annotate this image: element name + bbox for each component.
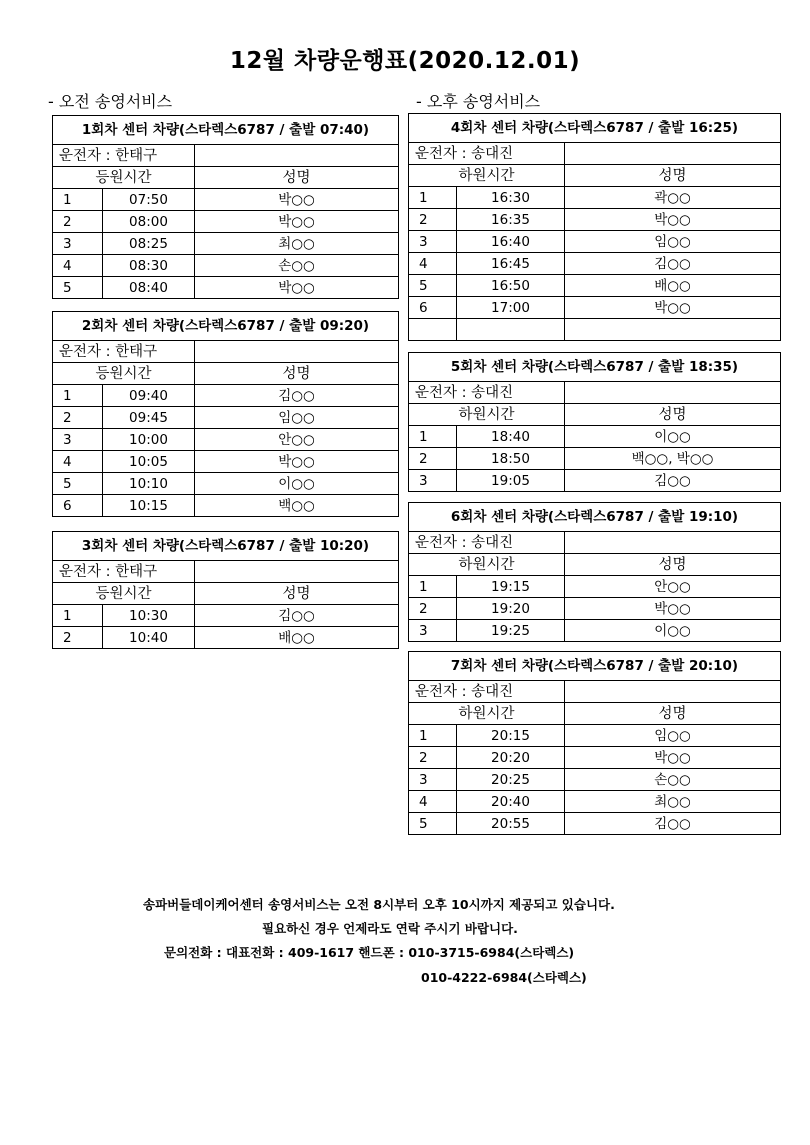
- column-header-row: [53, 363, 399, 385]
- table-row: [409, 747, 781, 769]
- row-number: 3: [409, 769, 457, 791]
- driver-blank-cell: [195, 145, 399, 167]
- row-time: 10:30: [103, 605, 195, 627]
- row-time: 20:40: [457, 791, 565, 813]
- row-number: 2: [409, 209, 457, 231]
- time-column-header: 등원시간: [53, 363, 195, 385]
- table-row: [53, 495, 399, 517]
- row-time: 10:40: [103, 627, 195, 649]
- row-time: 19:05: [457, 470, 565, 492]
- row-time: 16:40: [457, 231, 565, 253]
- row-number: 5: [409, 813, 457, 835]
- row-time: 09:45: [103, 407, 195, 429]
- row-time: 20:25: [457, 769, 565, 791]
- name-column-header: 성명: [565, 404, 781, 426]
- row-name: 임○○: [565, 231, 781, 253]
- driver-row: [409, 382, 781, 404]
- row-name: 최○○: [195, 233, 399, 255]
- row-name: 안○○: [195, 429, 399, 451]
- time-column-header: 등원시간: [53, 583, 195, 605]
- name-column-header: 성명: [195, 363, 399, 385]
- trip-header-row: [409, 503, 781, 532]
- row-number: 2: [53, 627, 103, 649]
- morning-trip-table-2: [52, 311, 399, 517]
- row-name: 김○○: [565, 253, 781, 275]
- morning-trip-table-1: [52, 115, 399, 299]
- row-name: 백○○, 박○○: [565, 448, 781, 470]
- row-name: 이○○: [565, 426, 781, 448]
- row-number: 1: [409, 725, 457, 747]
- row-time: 08:25: [103, 233, 195, 255]
- row-number: 1: [409, 426, 457, 448]
- table-row: [53, 233, 399, 255]
- row-time: 16:50: [457, 275, 565, 297]
- row-number: 3: [53, 233, 103, 255]
- driver-blank-cell: [195, 341, 399, 363]
- table-row: [409, 813, 781, 835]
- driver-row: [409, 681, 781, 703]
- row-name: 최○○: [565, 791, 781, 813]
- afternoon-trip-table-2: [408, 352, 781, 492]
- table-row: [409, 769, 781, 791]
- driver-name: 운전자 : 한태구: [53, 145, 195, 167]
- table-row: [53, 211, 399, 233]
- row-number: 3: [409, 231, 457, 253]
- row-number: 1: [409, 187, 457, 209]
- table-row: [53, 627, 399, 649]
- row-number: 3: [53, 429, 103, 451]
- row-name: 배○○: [195, 627, 399, 649]
- column-header-row: [409, 554, 781, 576]
- row-name: 곽○○: [565, 187, 781, 209]
- table-row: [409, 620, 781, 642]
- row-name: 박○○: [195, 277, 399, 299]
- row-name: 임○○: [195, 407, 399, 429]
- driver-name: 운전자 : 송대진: [409, 143, 565, 165]
- time-column-header: 하원시간: [409, 703, 565, 725]
- column-header-row: [409, 703, 781, 725]
- row-name: 손○○: [565, 769, 781, 791]
- row-name: 박○○: [565, 209, 781, 231]
- table-row: [53, 605, 399, 627]
- table-row: [409, 791, 781, 813]
- row-time: 20:20: [457, 747, 565, 769]
- table-row: [409, 253, 781, 275]
- driver-blank-cell: [565, 681, 781, 703]
- row-number: [409, 319, 457, 341]
- driver-name: 운전자 : 송대진: [409, 382, 565, 404]
- row-time: 19:15: [457, 576, 565, 598]
- table-row: [53, 473, 399, 495]
- table-row: [409, 209, 781, 231]
- row-number: 5: [53, 277, 103, 299]
- time-column-header: 하원시간: [409, 554, 565, 576]
- row-time: 18:50: [457, 448, 565, 470]
- row-name: 백○○: [195, 495, 399, 517]
- row-name: 김○○: [565, 813, 781, 835]
- time-column-header: 등원시간: [53, 167, 195, 189]
- footer-line-3: 문의전화 : 대표전화 : 409-1617 핸드폰 : 010-3715-6984(스타렉스): [164, 945, 575, 960]
- driver-name: 운전자 : 송대진: [409, 681, 565, 703]
- footer-line-2: 필요하신 경우 언제라도 연락 주시기 바랍니다.: [262, 921, 518, 936]
- trip-header: 1회차 센터 차량(스타렉스6787 / 출발 07:40): [53, 116, 399, 145]
- trip-header: 5회차 센터 차량(스타렉스6787 / 출발 18:35): [409, 353, 781, 382]
- row-number: 1: [53, 189, 103, 211]
- row-number: 6: [53, 495, 103, 517]
- row-number: 2: [409, 598, 457, 620]
- driver-row: [409, 143, 781, 165]
- driver-name: 운전자 : 송대진: [409, 532, 565, 554]
- row-number: 4: [53, 451, 103, 473]
- table-row: [409, 725, 781, 747]
- row-time: 10:15: [103, 495, 195, 517]
- afternoon-trip-table-3: [408, 502, 781, 642]
- row-name: 이○○: [565, 620, 781, 642]
- row-time: 20:55: [457, 813, 565, 835]
- trip-header: 6회차 센터 차량(스타렉스6787 / 출발 19:10): [409, 503, 781, 532]
- afternoon-trip-table-1: [408, 113, 781, 341]
- row-number: 4: [409, 791, 457, 813]
- row-name: 안○○: [565, 576, 781, 598]
- table-row: [409, 231, 781, 253]
- row-number: 1: [53, 605, 103, 627]
- table-row: [409, 319, 781, 341]
- time-column-header: 하원시간: [409, 404, 565, 426]
- row-time: 10:05: [103, 451, 195, 473]
- trip-header: 7회차 센터 차량(스타렉스6787 / 출발 20:10): [409, 652, 781, 681]
- table-row: [409, 426, 781, 448]
- driver-blank-cell: [565, 382, 781, 404]
- table-row: [409, 598, 781, 620]
- trip-header-row: [53, 312, 399, 341]
- row-number: 1: [409, 576, 457, 598]
- column-header-row: [53, 583, 399, 605]
- table-row: [53, 451, 399, 473]
- trip-header-row: [53, 532, 399, 561]
- row-number: 1: [53, 385, 103, 407]
- row-time: 07:50: [103, 189, 195, 211]
- row-number: 3: [409, 620, 457, 642]
- row-time: 16:30: [457, 187, 565, 209]
- driver-name: 운전자 : 한태구: [53, 341, 195, 363]
- table-row: [53, 407, 399, 429]
- column-header-row: [409, 165, 781, 187]
- driver-blank-cell: [565, 143, 781, 165]
- row-name: 박○○: [195, 189, 399, 211]
- driver-row: [53, 341, 399, 363]
- row-name: 박○○: [195, 211, 399, 233]
- row-time: 16:35: [457, 209, 565, 231]
- table-row: [409, 297, 781, 319]
- trip-header-row: [53, 116, 399, 145]
- time-column-header: 하원시간: [409, 165, 565, 187]
- table-row: [409, 470, 781, 492]
- row-time: 08:00: [103, 211, 195, 233]
- row-name: 박○○: [565, 747, 781, 769]
- row-number: 6: [409, 297, 457, 319]
- row-name: 배○○: [565, 275, 781, 297]
- table-row: [53, 277, 399, 299]
- afternoon-trip-table-4: [408, 651, 781, 835]
- name-column-header: 성명: [195, 583, 399, 605]
- row-time: 10:10: [103, 473, 195, 495]
- row-number: 3: [409, 470, 457, 492]
- row-number: 5: [53, 473, 103, 495]
- table-row: [53, 429, 399, 451]
- name-column-header: 성명: [565, 703, 781, 725]
- row-name: [565, 319, 781, 341]
- row-time: 20:15: [457, 725, 565, 747]
- row-time: 19:25: [457, 620, 565, 642]
- row-time: 08:40: [103, 277, 195, 299]
- column-header-row: [53, 167, 399, 189]
- page-title: 12월 차량운행표(2020.12.01): [229, 48, 581, 74]
- row-time: 18:40: [457, 426, 565, 448]
- table-row: [53, 255, 399, 277]
- morning-trip-table-3: [52, 531, 399, 649]
- table-row: [409, 576, 781, 598]
- afternoon-section-label: - 오후 송영서비스: [416, 92, 541, 111]
- table-row: [53, 385, 399, 407]
- row-number: 2: [53, 407, 103, 429]
- row-name: 김○○: [195, 385, 399, 407]
- driver-row: [409, 532, 781, 554]
- name-column-header: 성명: [195, 167, 399, 189]
- trip-header-row: [409, 114, 781, 143]
- row-number: 4: [409, 253, 457, 275]
- morning-section-label: - 오전 송영서비스: [48, 92, 173, 111]
- table-row: [53, 189, 399, 211]
- column-header-row: [409, 404, 781, 426]
- driver-blank-cell: [195, 561, 399, 583]
- row-time: 16:45: [457, 253, 565, 275]
- driver-blank-cell: [565, 532, 781, 554]
- row-time: 08:30: [103, 255, 195, 277]
- name-column-header: 성명: [565, 165, 781, 187]
- driver-row: [53, 145, 399, 167]
- row-time: 09:40: [103, 385, 195, 407]
- trip-header-row: [409, 353, 781, 382]
- row-time: 19:20: [457, 598, 565, 620]
- row-name: 김○○: [565, 470, 781, 492]
- trip-header: 3회차 센터 차량(스타렉스6787 / 출발 10:20): [53, 532, 399, 561]
- table-row: [409, 448, 781, 470]
- row-number: 4: [53, 255, 103, 277]
- row-time: 10:00: [103, 429, 195, 451]
- row-number: 2: [409, 448, 457, 470]
- name-column-header: 성명: [565, 554, 781, 576]
- row-name: 임○○: [565, 725, 781, 747]
- row-time: 17:00: [457, 297, 565, 319]
- table-row: [409, 275, 781, 297]
- trip-header: 4회차 센터 차량(스타렉스6787 / 출발 16:25): [409, 114, 781, 143]
- row-number: 2: [53, 211, 103, 233]
- row-name: 김○○: [195, 605, 399, 627]
- row-name: 박○○: [565, 297, 781, 319]
- row-number: 2: [409, 747, 457, 769]
- driver-row: [53, 561, 399, 583]
- row-time: [457, 319, 565, 341]
- driver-name: 운전자 : 한태구: [53, 561, 195, 583]
- trip-header: 2회차 센터 차량(스타렉스6787 / 출발 09:20): [53, 312, 399, 341]
- footer-line-1: 송파버들데이케어센터 송영서비스는 오전 8시부터 오후 10시까지 제공되고 있습니다.: [143, 897, 615, 912]
- table-row: [409, 187, 781, 209]
- trip-header-row: [409, 652, 781, 681]
- row-number: 5: [409, 275, 457, 297]
- row-name: 박○○: [195, 451, 399, 473]
- row-name: 박○○: [565, 598, 781, 620]
- row-name: 이○○: [195, 473, 399, 495]
- row-name: 손○○: [195, 255, 399, 277]
- footer-line-4: 010-4222-6984(스타렉스): [421, 970, 587, 985]
